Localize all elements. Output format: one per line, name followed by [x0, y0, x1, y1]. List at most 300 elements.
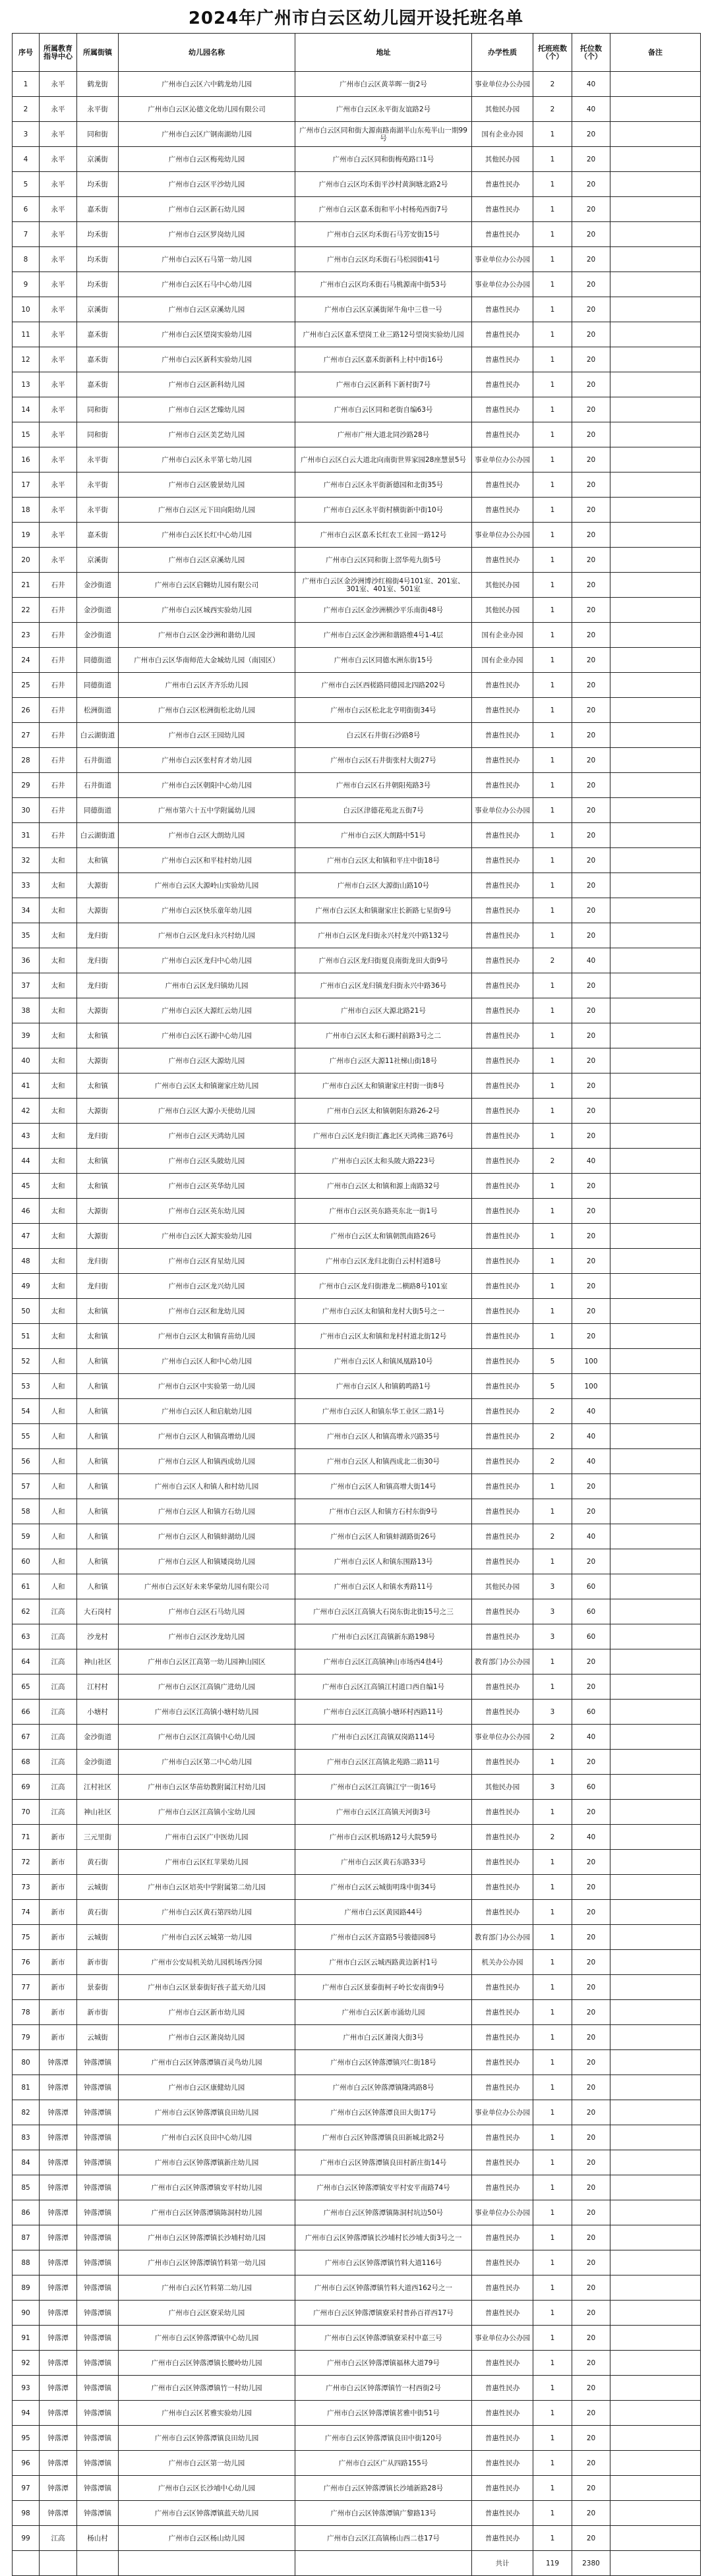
cell-address: 广州市白云区同和街梅苑路口1号 [295, 147, 472, 172]
cell-nature: 普惠性民办 [472, 2451, 533, 2476]
cell-index: 10 [13, 297, 40, 322]
cell-classes: 1 [533, 1474, 572, 1499]
cell-name: 广州市白云区艺臻幼儿园 [119, 397, 295, 422]
table-row [13, 1349, 701, 1374]
cell-index: 97 [13, 2476, 40, 2501]
cell-remark [610, 2175, 701, 2200]
table-row [13, 2000, 701, 2025]
cell-address: 广州市白云区人和镇高增永兴路35号 [295, 1424, 472, 1449]
cell-remark [610, 1324, 701, 1349]
total-spacer [13, 2551, 40, 2576]
cell-address: 广州市白云区大源街山路10号 [295, 873, 472, 898]
cell-address: 广州市白云区江高镇天河街3号 [295, 1800, 472, 1825]
cell-classes: 1 [533, 723, 572, 748]
cell-nature: 事业单位办公办园 [472, 2100, 533, 2125]
cell-classes: 1 [533, 923, 572, 948]
cell-slots: 20 [572, 2075, 610, 2100]
cell-center: 钟落潭 [40, 2150, 77, 2175]
cell-remark [610, 1599, 701, 1624]
cell-classes: 1 [533, 322, 572, 347]
cell-index: 21 [13, 573, 40, 598]
cell-nature: 事业单位办公办园 [472, 247, 533, 272]
cell-index: 33 [13, 873, 40, 898]
cell-name: 广州市白云区太和镇谢家庄幼儿园 [119, 1073, 295, 1099]
cell-remark [610, 472, 701, 498]
cell-remark [610, 773, 701, 798]
cell-street: 太和镇 [77, 1149, 119, 1174]
cell-nature: 普惠性民办 [472, 698, 533, 723]
cell-classes: 2 [533, 948, 572, 973]
cell-remark [610, 1574, 701, 1599]
cell-street: 大源街 [77, 1048, 119, 1073]
cell-slots: 40 [572, 1825, 610, 1850]
cell-classes: 1 [533, 1073, 572, 1099]
table-row [13, 898, 701, 923]
table-row [13, 2075, 701, 2100]
cell-classes: 1 [533, 2125, 572, 2150]
cell-center: 永平 [40, 72, 77, 97]
cell-name: 广州市第六十五中学附属幼儿园 [119, 798, 295, 823]
cell-name: 广州市白云区启翱幼儿园有限公司 [119, 573, 295, 598]
cell-center: 永平 [40, 422, 77, 447]
cell-nature: 普惠性民办 [472, 2050, 533, 2075]
cell-name: 广州市白云区钟落潭镇中心幼儿园 [119, 2326, 295, 2351]
cell-center: 江高 [40, 1775, 77, 1800]
cell-name: 广州市白云区城西实验幼儿园 [119, 598, 295, 623]
cell-remark [610, 948, 701, 973]
cell-slots: 20 [572, 322, 610, 347]
cell-address: 广州市白云区均禾街平沙村黄涧塘北路2号 [295, 172, 472, 197]
cell-nature: 普惠性民办 [472, 1349, 533, 1374]
cell-nature: 教育部门办公办园 [472, 1925, 533, 1950]
cell-index: 7 [13, 222, 40, 247]
cell-slots: 20 [572, 598, 610, 623]
cell-remark [610, 2426, 701, 2451]
cell-slots: 20 [572, 1023, 610, 1048]
cell-remark [610, 2301, 701, 2326]
cell-street: 太和镇 [77, 1299, 119, 1324]
cell-slots: 20 [572, 923, 610, 948]
cell-name: 广州市白云区培英中学附属第二幼儿园 [119, 1875, 295, 1900]
cell-remark [610, 1750, 701, 1775]
cell-street: 神山社区 [77, 1800, 119, 1825]
cell-classes: 1 [533, 598, 572, 623]
cell-remark [610, 1474, 701, 1499]
cell-index: 90 [13, 2301, 40, 2326]
cell-center: 人和 [40, 1424, 77, 1449]
cell-address: 广州市白云区均禾街石马松园街41号 [295, 247, 472, 272]
cell-nature: 普惠性民办 [472, 2301, 533, 2326]
cell-address: 广州市白云区萧岗大街3号 [295, 2025, 472, 2050]
cell-nature: 普惠性民办 [472, 2501, 533, 2526]
table-row [13, 1649, 701, 1674]
cell-index: 87 [13, 2225, 40, 2250]
cell-nature: 教育部门办公办园 [472, 1649, 533, 1674]
cell-remark [610, 1199, 701, 1224]
cell-index: 55 [13, 1424, 40, 1449]
cell-index: 12 [13, 347, 40, 372]
cell-center: 新市 [40, 1950, 77, 1975]
cell-name: 广州市白云区良田中心幼儿园 [119, 2125, 295, 2150]
cell-remark [610, 998, 701, 1023]
cell-slots: 20 [572, 1048, 610, 1073]
table-row [13, 973, 701, 998]
table-row [13, 998, 701, 1023]
cell-index: 98 [13, 2501, 40, 2526]
table-row [13, 1925, 701, 1950]
cell-address: 广州市白云区龙归北街白云村村道8号 [295, 1249, 472, 1274]
cell-street: 龙归街 [77, 1124, 119, 1149]
cell-address: 白云区津德花苑北五街7号 [295, 798, 472, 823]
cell-remark [610, 823, 701, 848]
cell-nature: 普惠性民办 [472, 1700, 533, 1725]
cell-classes: 2 [533, 1449, 572, 1474]
cell-slots: 20 [572, 1950, 610, 1975]
cell-index: 1 [13, 72, 40, 97]
cell-name: 广州市白云区龙归镇幼儿园 [119, 973, 295, 998]
table-row [13, 147, 701, 172]
cell-remark [610, 2451, 701, 2476]
header-index: 序号 [13, 34, 40, 72]
cell-name: 广州市白云区钟落潭镇新庄幼儿园 [119, 2150, 295, 2175]
cell-address: 广州市白云区人和镇蚌湖路街26号 [295, 1524, 472, 1549]
table-row [13, 2050, 701, 2075]
cell-name: 广州市白云区龙兴幼儿园 [119, 1274, 295, 1299]
cell-slots: 20 [572, 623, 610, 648]
cell-classes: 1 [533, 2351, 572, 2376]
cell-slots: 20 [572, 1750, 610, 1775]
table-row [13, 2301, 701, 2326]
cell-nature: 普惠性民办 [472, 873, 533, 898]
cell-nature: 普惠性民办 [472, 1674, 533, 1700]
cell-index: 84 [13, 2150, 40, 2175]
table-row [13, 1875, 701, 1900]
cell-street: 白云湖街道 [77, 723, 119, 748]
cell-classes: 1 [533, 2200, 572, 2225]
cell-address: 广州市白云区江高镇大石岗东街北街15号之三 [295, 1599, 472, 1624]
cell-classes: 3 [533, 1599, 572, 1624]
cell-nature: 事业单位办公办园 [472, 272, 533, 297]
cell-slots: 20 [572, 748, 610, 773]
cell-slots: 20 [572, 1925, 610, 1950]
cell-center: 石井 [40, 623, 77, 648]
cell-address: 广州市白云区钟落潭镇广黎路13号 [295, 2501, 472, 2526]
cell-remark [610, 2050, 701, 2075]
cell-index: 41 [13, 1073, 40, 1099]
cell-index: 48 [13, 1249, 40, 1274]
cell-street: 云城街 [77, 1875, 119, 1900]
cell-nature: 普惠性民办 [472, 347, 533, 372]
cell-name: 广州市白云区钟落潭镇竹一村幼儿园 [119, 2376, 295, 2401]
cell-classes: 1 [533, 347, 572, 372]
cell-index: 64 [13, 1649, 40, 1674]
cell-classes: 1 [533, 1124, 572, 1149]
cell-center: 永平 [40, 172, 77, 197]
cell-name: 广州市白云区齐齐乐幼儿园 [119, 673, 295, 698]
cell-name: 广州市白云区长红中心幼儿园 [119, 523, 295, 548]
cell-nature: 普惠性民办 [472, 472, 533, 498]
cell-street: 金沙街道 [77, 623, 119, 648]
cell-slots: 40 [572, 97, 610, 122]
cell-classes: 1 [533, 1549, 572, 1574]
cell-classes: 1 [533, 1975, 572, 2000]
cell-nature: 普惠性民办 [472, 1149, 533, 1174]
table-row [13, 472, 701, 498]
cell-classes: 1 [533, 2476, 572, 2501]
cell-address: 广州市白云区英东路英东北一街1号 [295, 1199, 472, 1224]
cell-name: 广州市白云区和平桂村幼儿园 [119, 848, 295, 873]
cell-center: 永平 [40, 122, 77, 147]
table-row [13, 222, 701, 247]
cell-center: 太和 [40, 998, 77, 1023]
cell-classes: 1 [533, 2225, 572, 2250]
cell-name: 广州市白云区龙归永兴村幼儿园 [119, 923, 295, 948]
cell-index: 92 [13, 2351, 40, 2376]
cell-address: 广州市白云区江高镇神山市场西4巷4号 [295, 1649, 472, 1674]
table-row [13, 1099, 701, 1124]
cell-nature: 国有企业办园 [472, 648, 533, 673]
cell-nature: 普惠性民办 [472, 673, 533, 698]
cell-name: 广州市白云区松洲街松北幼儿园 [119, 698, 295, 723]
cell-address: 广州市白云区钟落潭镇茗雅中街51号 [295, 2401, 472, 2426]
cell-center: 太和 [40, 1073, 77, 1099]
cell-remark [610, 272, 701, 297]
table-body [13, 72, 701, 2551]
cell-address: 广州市广州大道北同沙路28号 [295, 422, 472, 447]
cell-name: 广州市白云区人和镇高增幼儿园 [119, 1424, 295, 1449]
cell-slots: 20 [572, 1549, 610, 1574]
cell-classes: 3 [533, 1775, 572, 1800]
cell-slots: 20 [572, 2401, 610, 2426]
cell-remark [610, 347, 701, 372]
cell-name: 广州市白云区新市幼儿园 [119, 2000, 295, 2025]
cell-address: 广州市白云区同德水洲东街15号 [295, 648, 472, 673]
cell-center: 永平 [40, 297, 77, 322]
cell-nature: 普惠性民办 [472, 297, 533, 322]
cell-name: 广州市白云区太和镇育苗幼儿园 [119, 1324, 295, 1349]
cell-remark [610, 1825, 701, 1850]
cell-slots: 20 [572, 447, 610, 472]
cell-remark [610, 1850, 701, 1875]
table-row [13, 1599, 701, 1624]
table-row [13, 1900, 701, 1925]
cell-slots: 20 [572, 1875, 610, 1900]
cell-classes: 1 [533, 998, 572, 1023]
cell-remark [610, 447, 701, 472]
cell-classes: 1 [533, 247, 572, 272]
table-row [13, 623, 701, 648]
cell-address: 广州市白云区大源北路21号 [295, 998, 472, 1023]
cell-street: 江村村 [77, 1674, 119, 1700]
cell-slots: 20 [572, 1073, 610, 1099]
cell-street: 钟落潭镇 [77, 2075, 119, 2100]
cell-street: 嘉禾街 [77, 347, 119, 372]
cell-street: 龙归街 [77, 948, 119, 973]
cell-center: 石井 [40, 698, 77, 723]
cell-street: 人和镇 [77, 1374, 119, 1399]
cell-center: 人和 [40, 1499, 77, 1524]
cell-remark [610, 247, 701, 272]
cell-nature: 普惠性民办 [472, 172, 533, 197]
cell-index: 17 [13, 472, 40, 498]
cell-remark [610, 798, 701, 823]
cell-name: 广州市白云区云城第一幼儿园 [119, 1925, 295, 1950]
table-row [13, 2225, 701, 2250]
cell-slots: 20 [572, 1299, 610, 1324]
table-row [13, 673, 701, 698]
cell-remark [610, 2526, 701, 2551]
cell-street: 云城街 [77, 2025, 119, 2050]
cell-nature: 普惠性民办 [472, 2376, 533, 2401]
cell-nature: 普惠性民办 [472, 1800, 533, 1825]
cell-index: 86 [13, 2200, 40, 2225]
cell-nature: 机关办公办园 [472, 1950, 533, 1975]
cell-center: 人和 [40, 1449, 77, 1474]
cell-remark [610, 372, 701, 397]
cell-center: 钟落潭 [40, 2100, 77, 2125]
cell-classes: 2 [533, 1725, 572, 1750]
cell-center: 江高 [40, 1674, 77, 1700]
table-row [13, 2351, 701, 2376]
cell-street: 太和镇 [77, 1324, 119, 1349]
cell-index: 25 [13, 673, 40, 698]
cell-street: 新市街 [77, 2000, 119, 2025]
cell-nature: 普惠性民办 [472, 2025, 533, 2050]
cell-street: 人和镇 [77, 1474, 119, 1499]
table-row [13, 1725, 701, 1750]
total-row [13, 2551, 701, 2576]
cell-slots: 20 [572, 2200, 610, 2225]
cell-street: 钟落潭镇 [77, 2476, 119, 2501]
cell-classes: 1 [533, 1875, 572, 1900]
cell-address: 广州市白云区钟落潭镇长沙埔村长沙埔大街3号之一 [295, 2225, 472, 2250]
cell-address: 广州市白云区新市涌幼儿园 [295, 2000, 472, 2025]
cell-nature: 普惠性民办 [472, 372, 533, 397]
cell-address: 广州市白云区钟落潭镇竹一村西街2号 [295, 2376, 472, 2401]
cell-nature: 普惠性民办 [472, 2150, 533, 2175]
cell-classes: 1 [533, 2025, 572, 2050]
cell-slots: 40 [572, 1424, 610, 1449]
cell-nature: 普惠性民办 [472, 2000, 533, 2025]
cell-index: 43 [13, 1124, 40, 1149]
cell-classes: 1 [533, 147, 572, 172]
cell-index: 30 [13, 798, 40, 823]
cell-nature: 普惠性民办 [472, 1374, 533, 1399]
cell-slots: 20 [572, 1975, 610, 2000]
cell-address: 广州市白云区钟落潭镇良田村新庄街14号 [295, 2150, 472, 2175]
cell-street: 大石岗村 [77, 1599, 119, 1624]
cell-address: 广州市白云区金沙洲博沙红棉街4号101室、201室、301室、401室、501室 [295, 573, 472, 598]
cell-index: 78 [13, 2000, 40, 2025]
cell-slots: 20 [572, 873, 610, 898]
table-row [13, 1574, 701, 1599]
cell-center: 钟落潭 [40, 2476, 77, 2501]
table-row [13, 422, 701, 447]
cell-address: 广州市白云区白云大道北向南街世界家园28座慧景5号 [295, 447, 472, 472]
cell-slots: 20 [572, 2225, 610, 2250]
cell-nature: 其他民办园 [472, 573, 533, 598]
cell-street: 大源街 [77, 998, 119, 1023]
cell-slots: 20 [572, 2100, 610, 2125]
cell-slots: 20 [572, 2451, 610, 2476]
cell-slots: 40 [572, 948, 610, 973]
table-row [13, 1950, 701, 1975]
cell-classes: 1 [533, 1850, 572, 1875]
cell-remark [610, 498, 701, 523]
cell-slots: 20 [572, 798, 610, 823]
cell-street: 大源街 [77, 1199, 119, 1224]
cell-center: 江高 [40, 1725, 77, 1750]
cell-center: 江高 [40, 1700, 77, 1725]
cell-street: 钟落潭镇 [77, 2250, 119, 2275]
cell-classes: 1 [533, 848, 572, 873]
cell-index: 94 [13, 2401, 40, 2426]
cell-index: 62 [13, 1599, 40, 1624]
cell-center: 太和 [40, 848, 77, 873]
table-row [13, 2125, 701, 2150]
cell-slots: 20 [572, 1649, 610, 1674]
cell-address: 广州市白云区钟落潭镇福林大道79号 [295, 2351, 472, 2376]
cell-center: 石井 [40, 723, 77, 748]
cell-index: 44 [13, 1149, 40, 1174]
cell-name: 广州市白云区朝阳中心幼儿园 [119, 773, 295, 798]
cell-address: 广州市白云区广从四路155号 [295, 2451, 472, 2476]
cell-street: 金沙街道 [77, 1725, 119, 1750]
table-row [13, 172, 701, 197]
cell-slots: 20 [572, 297, 610, 322]
cell-nature: 普惠性民办 [472, 973, 533, 998]
cell-slots: 20 [572, 1249, 610, 1274]
cell-remark [610, 723, 701, 748]
cell-street: 嘉禾街 [77, 322, 119, 347]
table-row [13, 1274, 701, 1299]
cell-center: 石井 [40, 798, 77, 823]
cell-remark [610, 2100, 701, 2125]
table-row [13, 1174, 701, 1199]
cell-center: 太和 [40, 1124, 77, 1149]
table-row [13, 723, 701, 748]
cell-remark [610, 1174, 701, 1199]
cell-address: 广州市白云区钟落潭镇竹料大道116号 [295, 2250, 472, 2275]
cell-index: 53 [13, 1374, 40, 1399]
cell-nature: 普惠性民办 [472, 1023, 533, 1048]
cell-remark [610, 2200, 701, 2225]
cell-center: 永平 [40, 147, 77, 172]
cell-address: 广州市白云区均禾街石马芳安街15号 [295, 222, 472, 247]
cell-name: 广州市白云区张村育才幼儿园 [119, 748, 295, 773]
table-header [13, 34, 701, 72]
table-row [13, 2376, 701, 2401]
table-row [13, 1975, 701, 2000]
cell-nature: 普惠性民办 [472, 1424, 533, 1449]
cell-slots: 20 [572, 1224, 610, 1249]
cell-index: 71 [13, 1825, 40, 1850]
cell-address: 广州市白云区太和镇和源上南路32号 [295, 1174, 472, 1199]
table-footer [13, 2551, 701, 2576]
cell-slots: 20 [572, 2025, 610, 2050]
cell-classes: 1 [533, 2326, 572, 2351]
cell-remark [610, 1349, 701, 1374]
cell-center: 江高 [40, 2526, 77, 2551]
cell-address: 广州市白云区江高镇小塘环村西路11号 [295, 1700, 472, 1725]
cell-street: 三元里街 [77, 1825, 119, 1850]
cell-index: 2 [13, 97, 40, 122]
cell-slots: 20 [572, 2050, 610, 2075]
cell-center: 石井 [40, 573, 77, 598]
cell-nature: 普惠性民办 [472, 1900, 533, 1925]
cell-remark [610, 1299, 701, 1324]
cell-slots: 20 [572, 673, 610, 698]
